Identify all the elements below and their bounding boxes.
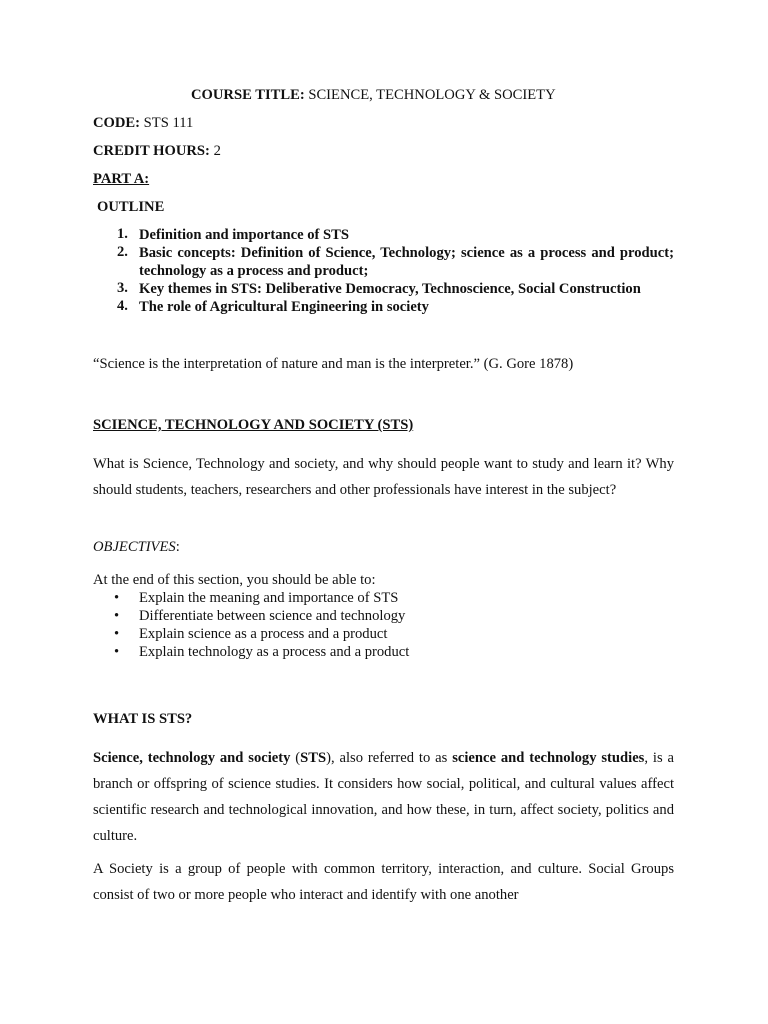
outline-item-text: Definition and importance of STS xyxy=(139,227,350,243)
credit-hours-line xyxy=(93,143,221,160)
objective-text: Explain science as a process and a product xyxy=(139,626,388,642)
objectives-lead: At the end of this section, you should be able to: xyxy=(93,572,376,588)
code-value: STS 111 xyxy=(140,115,194,131)
outline-item-text: Key themes in STS: Deliberative Democracy, Technoscience, Social Construction xyxy=(139,281,641,297)
objectives-label: OBJECTIVES xyxy=(93,539,176,555)
outline-item-text: The role of Agricultural Engineering in society xyxy=(139,299,429,315)
outline-item-number: 2. xyxy=(117,244,128,260)
objective-text: Explain the meaning and importance of STS xyxy=(139,590,399,606)
bullet-icon: • xyxy=(114,644,120,660)
objective-text: Differentiate between science and technology xyxy=(139,608,406,624)
outline-item-text: Basic concepts: Definition of Science, Technology; science as a process and product; technology as a process and product; xyxy=(139,245,674,279)
outline-item-1 xyxy=(117,226,674,244)
outline-item-4 xyxy=(117,298,674,316)
course-title-line xyxy=(191,87,556,104)
society-definition-paragraph: A Society is a group of people with common territory, interaction, and culture. Social Groups consist of two or more people who interact and identify with one another xyxy=(93,861,674,903)
course-code-line xyxy=(93,115,193,132)
outline-item-2 xyxy=(117,244,674,280)
bullet-icon: • xyxy=(114,590,120,606)
credit-hours-value: 2 xyxy=(209,143,221,159)
course-title-label: COURSE TITLE: xyxy=(191,87,305,103)
paragraph-text: ), also referred to as xyxy=(326,750,453,766)
part-a-heading: PART A: xyxy=(93,171,150,187)
term-science-technology-studies: science and technology studies xyxy=(452,750,645,766)
outline-item-number: 3. xyxy=(117,280,128,296)
quote-text: “Science is the interpretation of nature and man is the interpreter.” (G. Gore 1878) xyxy=(93,356,574,372)
paragraph-text: ( xyxy=(290,750,301,766)
term-sts-acronym: STS xyxy=(300,750,327,766)
outline-item-3 xyxy=(117,280,674,298)
objective-text: Explain technology as a process and a product xyxy=(139,644,410,660)
outline-heading: OUTLINE xyxy=(97,199,165,215)
what-is-sts-heading: WHAT IS STS? xyxy=(93,711,193,727)
objectives-colon: : xyxy=(175,539,180,555)
sts-intro-paragraph: What is Science, Technology and society, and why should people want to study and learn it? Why should students, teachers, researchers and other professionals have interest in the subject? xyxy=(93,456,674,498)
paragraph-text: , is a branch or offspring of science studies. It considers how social, political, and cultural values affect scientific research and technological innovation, and how these, in turn, affect society, politics and culture. xyxy=(93,750,674,844)
course-title-value: SCIENCE, TECHNOLOGY & SOCIETY xyxy=(304,87,556,103)
bullet-icon: • xyxy=(114,626,120,642)
what-is-sts-paragraph xyxy=(93,745,674,849)
bullet-icon: • xyxy=(114,608,120,624)
sts-section-heading: SCIENCE, TECHNOLOGY AND SOCIETY (STS) xyxy=(93,417,414,433)
code-label: CODE: xyxy=(93,115,141,131)
credit-hours-label: CREDIT HOURS: xyxy=(93,143,210,159)
outline-item-number: 1. xyxy=(117,226,128,242)
objectives-heading xyxy=(93,539,180,556)
outline-item-number: 4. xyxy=(117,298,128,314)
term-sts-full: Science, technology and society xyxy=(93,750,291,766)
